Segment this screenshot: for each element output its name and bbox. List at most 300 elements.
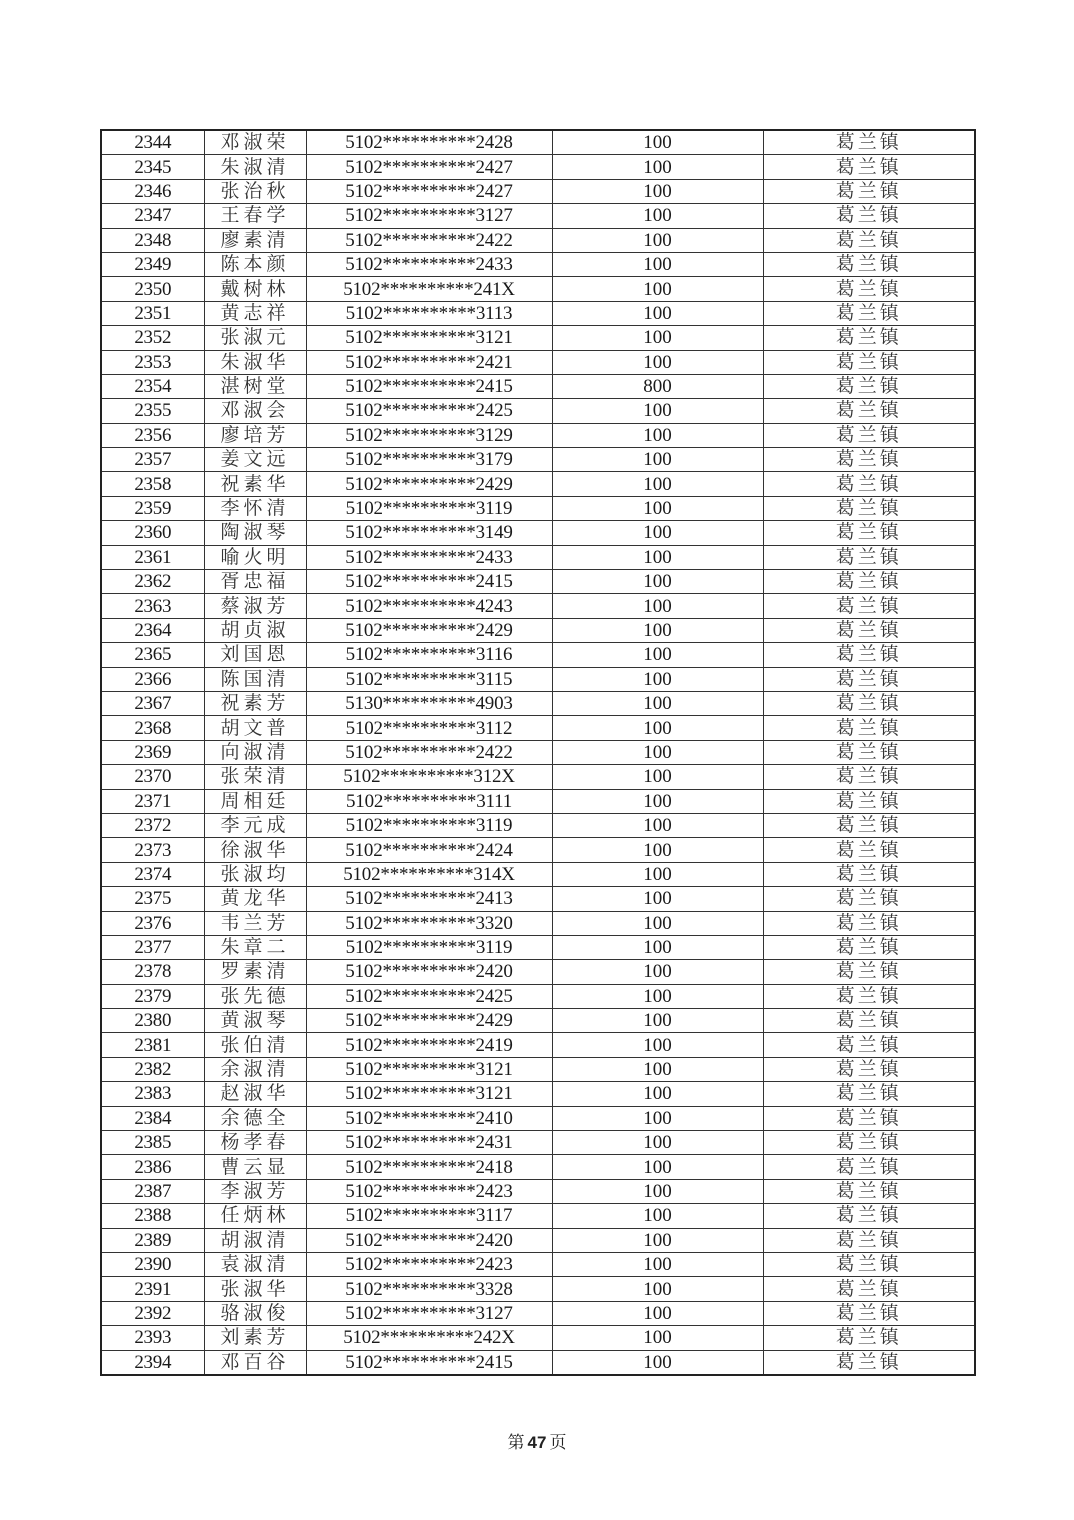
amount-cell: 100: [552, 1155, 763, 1179]
town-cell: 葛兰镇: [763, 813, 975, 837]
id-number-cell: 5102**********3127: [306, 204, 552, 228]
name-cell: 黄淑琴: [204, 1009, 306, 1033]
id-number-cell: 5102**********2425: [306, 399, 552, 423]
name-cell: 陈国清: [204, 667, 306, 691]
town-cell: 葛兰镇: [763, 277, 975, 301]
row-number-cell: 2345: [101, 155, 204, 179]
id-number-cell: 5102**********2413: [306, 887, 552, 911]
amount-cell: 100: [552, 667, 763, 691]
table-row: [101, 423, 975, 447]
id-number-cell: 5102**********3127: [306, 1301, 552, 1325]
town-cell: 葛兰镇: [763, 350, 975, 374]
table-row: [101, 789, 975, 813]
id-number-cell: 5102**********2429: [306, 472, 552, 496]
row-number-cell: 2353: [101, 350, 204, 374]
amount-cell: 100: [552, 301, 763, 325]
table-row: [101, 594, 975, 618]
id-number-cell: 5102**********2425: [306, 984, 552, 1008]
id-number-cell: 5102**********2433: [306, 545, 552, 569]
id-number-cell: 5102**********4243: [306, 594, 552, 618]
town-cell: 葛兰镇: [763, 716, 975, 740]
town-cell: 葛兰镇: [763, 1277, 975, 1301]
name-cell: 黄龙华: [204, 887, 306, 911]
id-number-cell: 5102**********3111: [306, 789, 552, 813]
row-number-cell: 2394: [101, 1350, 204, 1375]
row-number-cell: 2378: [101, 960, 204, 984]
amount-cell: 100: [552, 1277, 763, 1301]
table-row: [101, 399, 975, 423]
id-number-cell: 5102**********2423: [306, 1179, 552, 1203]
id-number-cell: 5102**********3179: [306, 448, 552, 472]
id-number-cell: 5102**********2418: [306, 1155, 552, 1179]
id-number-cell: 5102**********242X: [306, 1326, 552, 1350]
name-cell: 朱淑华: [204, 350, 306, 374]
name-cell: 李元成: [204, 813, 306, 837]
row-number-cell: 2381: [101, 1033, 204, 1057]
town-cell: 葛兰镇: [763, 1204, 975, 1228]
amount-cell: 100: [552, 740, 763, 764]
table-row: [101, 1228, 975, 1252]
table-row: [101, 1131, 975, 1155]
amount-cell: 100: [552, 935, 763, 959]
row-number-cell: 2358: [101, 472, 204, 496]
town-cell: 葛兰镇: [763, 130, 975, 155]
row-number-cell: 2363: [101, 594, 204, 618]
id-number-cell: 5102**********3119: [306, 813, 552, 837]
id-number-cell: 5102**********2420: [306, 960, 552, 984]
town-cell: 葛兰镇: [763, 594, 975, 618]
town-cell: 葛兰镇: [763, 740, 975, 764]
town-cell: 葛兰镇: [763, 887, 975, 911]
page-footer-prefix: 第: [507, 1433, 525, 1453]
table-row: [101, 643, 975, 667]
name-cell: 廖素清: [204, 228, 306, 252]
name-cell: 刘国恩: [204, 643, 306, 667]
amount-cell: 100: [552, 155, 763, 179]
row-number-cell: 2374: [101, 862, 204, 886]
roster-table-body: [101, 130, 975, 1375]
row-number-cell: 2354: [101, 374, 204, 398]
amount-cell: 100: [552, 594, 763, 618]
name-cell: 曹云显: [204, 1155, 306, 1179]
town-cell: 葛兰镇: [763, 1301, 975, 1325]
name-cell: 骆淑俊: [204, 1301, 306, 1325]
table-row: [101, 448, 975, 472]
id-number-cell: 5102**********3320: [306, 911, 552, 935]
id-number-cell: 5102**********3149: [306, 521, 552, 545]
id-number-cell: 5102**********2429: [306, 618, 552, 642]
town-cell: 葛兰镇: [763, 228, 975, 252]
table-row: [101, 862, 975, 886]
id-number-cell: 5102**********2419: [306, 1033, 552, 1057]
table-row: [101, 1326, 975, 1350]
table-row: [101, 1155, 975, 1179]
table-row: [101, 691, 975, 715]
table-row: [101, 1204, 975, 1228]
table-row: [101, 130, 975, 155]
name-cell: 胡贞淑: [204, 618, 306, 642]
name-cell: 胥忠福: [204, 570, 306, 594]
roster-table: [100, 129, 976, 1376]
amount-cell: 100: [552, 862, 763, 886]
name-cell: 邓百谷: [204, 1350, 306, 1375]
name-cell: 廖培芳: [204, 423, 306, 447]
name-cell: 刘素芳: [204, 1326, 306, 1350]
town-cell: 葛兰镇: [763, 1252, 975, 1276]
id-number-cell: 5102**********2423: [306, 1252, 552, 1276]
id-number-cell: 5102**********2431: [306, 1131, 552, 1155]
row-number-cell: 2346: [101, 179, 204, 203]
id-number-cell: 5102**********2427: [306, 179, 552, 203]
id-number-cell: 5102**********2422: [306, 228, 552, 252]
town-cell: 葛兰镇: [763, 423, 975, 447]
name-cell: 张荣清: [204, 765, 306, 789]
table-row: [101, 618, 975, 642]
row-number-cell: 2362: [101, 570, 204, 594]
amount-cell: 100: [552, 1350, 763, 1375]
table-row: [101, 204, 975, 228]
row-number-cell: 2389: [101, 1228, 204, 1252]
id-number-cell: 5102**********2421: [306, 350, 552, 374]
row-number-cell: 2369: [101, 740, 204, 764]
table-row: [101, 179, 975, 203]
table-row: [101, 887, 975, 911]
row-number-cell: 2344: [101, 130, 204, 155]
row-number-cell: 2349: [101, 252, 204, 276]
town-cell: 葛兰镇: [763, 1082, 975, 1106]
amount-cell: 100: [552, 960, 763, 984]
table-row: [101, 1033, 975, 1057]
name-cell: 张先德: [204, 984, 306, 1008]
town-cell: 葛兰镇: [763, 374, 975, 398]
amount-cell: 100: [552, 838, 763, 862]
table-row: [101, 813, 975, 837]
amount-cell: 100: [552, 765, 763, 789]
name-cell: 湛树堂: [204, 374, 306, 398]
row-number-cell: 2360: [101, 521, 204, 545]
id-number-cell: 5102**********3328: [306, 1277, 552, 1301]
table-row: [101, 1179, 975, 1203]
id-number-cell: 5102**********3112: [306, 716, 552, 740]
town-cell: 葛兰镇: [763, 1106, 975, 1130]
table-row: [101, 277, 975, 301]
amount-cell: 100: [552, 887, 763, 911]
row-number-cell: 2375: [101, 887, 204, 911]
row-number-cell: 2390: [101, 1252, 204, 1276]
table-row: [101, 545, 975, 569]
page-footer-suffix: 页: [549, 1433, 567, 1453]
table-row: [101, 350, 975, 374]
amount-cell: 100: [552, 911, 763, 935]
row-number-cell: 2384: [101, 1106, 204, 1130]
amount-cell: 100: [552, 643, 763, 667]
row-number-cell: 2372: [101, 813, 204, 837]
amount-cell: 100: [552, 1179, 763, 1203]
row-number-cell: 2352: [101, 326, 204, 350]
row-number-cell: 2392: [101, 1301, 204, 1325]
id-number-cell: 5102**********3119: [306, 496, 552, 520]
table-row: [101, 496, 975, 520]
table-row: [101, 960, 975, 984]
town-cell: 葛兰镇: [763, 399, 975, 423]
town-cell: 葛兰镇: [763, 204, 975, 228]
amount-cell: 100: [552, 545, 763, 569]
row-number-cell: 2359: [101, 496, 204, 520]
town-cell: 葛兰镇: [763, 155, 975, 179]
page-number: 47: [527, 1433, 547, 1452]
table-row: [101, 838, 975, 862]
table-row: [101, 1009, 975, 1033]
name-cell: 邓淑荣: [204, 130, 306, 155]
amount-cell: 100: [552, 277, 763, 301]
amount-cell: 100: [552, 984, 763, 1008]
amount-cell: 100: [552, 1252, 763, 1276]
amount-cell: 100: [552, 350, 763, 374]
id-number-cell: 5102**********2424: [306, 838, 552, 862]
amount-cell: 100: [552, 691, 763, 715]
name-cell: 胡文普: [204, 716, 306, 740]
amount-cell: 100: [552, 716, 763, 740]
table-row: [101, 1252, 975, 1276]
id-number-cell: 5102**********3121: [306, 1057, 552, 1081]
town-cell: 葛兰镇: [763, 1326, 975, 1350]
id-number-cell: 5102**********2415: [306, 570, 552, 594]
town-cell: 葛兰镇: [763, 643, 975, 667]
table-row: [101, 716, 975, 740]
name-cell: 祝素华: [204, 472, 306, 496]
name-cell: 罗素清: [204, 960, 306, 984]
amount-cell: 100: [552, 813, 763, 837]
town-cell: 葛兰镇: [763, 1009, 975, 1033]
table-row: [101, 228, 975, 252]
id-number-cell: 5102**********3119: [306, 935, 552, 959]
town-cell: 葛兰镇: [763, 1350, 975, 1375]
table-row: [101, 740, 975, 764]
name-cell: 邓淑会: [204, 399, 306, 423]
town-cell: 葛兰镇: [763, 1155, 975, 1179]
name-cell: 蔡淑芳: [204, 594, 306, 618]
table-row: [101, 521, 975, 545]
row-number-cell: 2370: [101, 765, 204, 789]
name-cell: 王春学: [204, 204, 306, 228]
row-number-cell: 2357: [101, 448, 204, 472]
town-cell: 葛兰镇: [763, 570, 975, 594]
name-cell: 赵淑华: [204, 1082, 306, 1106]
town-cell: 葛兰镇: [763, 521, 975, 545]
row-number-cell: 2347: [101, 204, 204, 228]
id-number-cell: 5102**********2428: [306, 130, 552, 155]
id-number-cell: 5102**********2422: [306, 740, 552, 764]
table-row: [101, 472, 975, 496]
table-row: [101, 1277, 975, 1301]
amount-cell: 100: [552, 1106, 763, 1130]
id-number-cell: 5102**********2410: [306, 1106, 552, 1130]
town-cell: 葛兰镇: [763, 789, 975, 813]
name-cell: 李怀清: [204, 496, 306, 520]
table-row: [101, 301, 975, 325]
table-row: [101, 374, 975, 398]
amount-cell: 100: [552, 179, 763, 203]
amount-cell: 100: [552, 496, 763, 520]
town-cell: 葛兰镇: [763, 448, 975, 472]
name-cell: 周相廷: [204, 789, 306, 813]
id-number-cell: 5102**********3113: [306, 301, 552, 325]
amount-cell: 100: [552, 228, 763, 252]
amount-cell: 100: [552, 252, 763, 276]
row-number-cell: 2366: [101, 667, 204, 691]
row-number-cell: 2385: [101, 1131, 204, 1155]
row-number-cell: 2365: [101, 643, 204, 667]
name-cell: 朱淑清: [204, 155, 306, 179]
amount-cell: 100: [552, 326, 763, 350]
amount-cell: 100: [552, 423, 763, 447]
town-cell: 葛兰镇: [763, 496, 975, 520]
amount-cell: 100: [552, 472, 763, 496]
amount-cell: 100: [552, 1009, 763, 1033]
row-number-cell: 2368: [101, 716, 204, 740]
town-cell: 葛兰镇: [763, 838, 975, 862]
table-row: [101, 667, 975, 691]
amount-cell: 100: [552, 1082, 763, 1106]
row-number-cell: 2388: [101, 1204, 204, 1228]
row-number-cell: 2355: [101, 399, 204, 423]
town-cell: 葛兰镇: [763, 1179, 975, 1203]
id-number-cell: 5102**********2433: [306, 252, 552, 276]
row-number-cell: 2391: [101, 1277, 204, 1301]
amount-cell: 100: [552, 399, 763, 423]
page-footer: [0, 1428, 1074, 1453]
id-number-cell: 5102**********314X: [306, 862, 552, 886]
table-row: [101, 1082, 975, 1106]
id-number-cell: 5102**********3121: [306, 1082, 552, 1106]
name-cell: 袁淑清: [204, 1252, 306, 1276]
town-cell: 葛兰镇: [763, 472, 975, 496]
table-row: [101, 935, 975, 959]
row-number-cell: 2382: [101, 1057, 204, 1081]
name-cell: 张伯清: [204, 1033, 306, 1057]
amount-cell: 100: [552, 1131, 763, 1155]
row-number-cell: 2383: [101, 1082, 204, 1106]
amount-cell: 100: [552, 1204, 763, 1228]
id-number-cell: 5102**********312X: [306, 765, 552, 789]
row-number-cell: 2393: [101, 1326, 204, 1350]
name-cell: 黄志祥: [204, 301, 306, 325]
id-number-cell: 5130**********4903: [306, 691, 552, 715]
table-row: [101, 1301, 975, 1325]
name-cell: 张治秋: [204, 179, 306, 203]
id-number-cell: 5102**********2420: [306, 1228, 552, 1252]
town-cell: 葛兰镇: [763, 1131, 975, 1155]
id-number-cell: 5102**********2415: [306, 374, 552, 398]
id-number-cell: 5102**********3115: [306, 667, 552, 691]
row-number-cell: 2371: [101, 789, 204, 813]
town-cell: 葛兰镇: [763, 765, 975, 789]
row-number-cell: 2350: [101, 277, 204, 301]
amount-cell: 100: [552, 204, 763, 228]
id-number-cell: 5102**********2427: [306, 155, 552, 179]
table-row: [101, 570, 975, 594]
row-number-cell: 2367: [101, 691, 204, 715]
id-number-cell: 5102**********3117: [306, 1204, 552, 1228]
name-cell: 李淑芳: [204, 1179, 306, 1203]
row-number-cell: 2376: [101, 911, 204, 935]
amount-cell: 100: [552, 1033, 763, 1057]
amount-cell: 800: [552, 374, 763, 398]
name-cell: 韦兰芳: [204, 911, 306, 935]
town-cell: 葛兰镇: [763, 618, 975, 642]
town-cell: 葛兰镇: [763, 545, 975, 569]
row-number-cell: 2373: [101, 838, 204, 862]
table-row: [101, 1057, 975, 1081]
id-number-cell: 5102**********3116: [306, 643, 552, 667]
table-row: [101, 984, 975, 1008]
town-cell: 葛兰镇: [763, 1057, 975, 1081]
town-cell: 葛兰镇: [763, 960, 975, 984]
table-row: [101, 155, 975, 179]
table-row: [101, 1350, 975, 1375]
amount-cell: 100: [552, 618, 763, 642]
name-cell: 任炳林: [204, 1204, 306, 1228]
row-number-cell: 2379: [101, 984, 204, 1008]
town-cell: 葛兰镇: [763, 301, 975, 325]
name-cell: 朱章二: [204, 935, 306, 959]
row-number-cell: 2380: [101, 1009, 204, 1033]
town-cell: 葛兰镇: [763, 252, 975, 276]
row-number-cell: 2348: [101, 228, 204, 252]
name-cell: 陶淑琴: [204, 521, 306, 545]
town-cell: 葛兰镇: [763, 326, 975, 350]
amount-cell: 100: [552, 130, 763, 155]
town-cell: 葛兰镇: [763, 1033, 975, 1057]
table-row: [101, 326, 975, 350]
row-number-cell: 2351: [101, 301, 204, 325]
name-cell: 张淑均: [204, 862, 306, 886]
name-cell: 陈本颜: [204, 252, 306, 276]
row-number-cell: 2356: [101, 423, 204, 447]
name-cell: 张淑元: [204, 326, 306, 350]
name-cell: 张淑华: [204, 1277, 306, 1301]
table-row: [101, 252, 975, 276]
name-cell: 杨孝春: [204, 1131, 306, 1155]
name-cell: 余淑清: [204, 1057, 306, 1081]
town-cell: 葛兰镇: [763, 667, 975, 691]
town-cell: 葛兰镇: [763, 935, 975, 959]
row-number-cell: 2386: [101, 1155, 204, 1179]
name-cell: 祝素芳: [204, 691, 306, 715]
id-number-cell: 5102**********241X: [306, 277, 552, 301]
amount-cell: 100: [552, 1228, 763, 1252]
table-row: [101, 1106, 975, 1130]
town-cell: 葛兰镇: [763, 691, 975, 715]
id-number-cell: 5102**********3121: [306, 326, 552, 350]
amount-cell: 100: [552, 1057, 763, 1081]
row-number-cell: 2387: [101, 1179, 204, 1203]
amount-cell: 100: [552, 1326, 763, 1350]
town-cell: 葛兰镇: [763, 1228, 975, 1252]
town-cell: 葛兰镇: [763, 984, 975, 1008]
town-cell: 葛兰镇: [763, 911, 975, 935]
row-number-cell: 2361: [101, 545, 204, 569]
name-cell: 向淑清: [204, 740, 306, 764]
row-number-cell: 2377: [101, 935, 204, 959]
name-cell: 喻火明: [204, 545, 306, 569]
amount-cell: 100: [552, 521, 763, 545]
row-number-cell: 2364: [101, 618, 204, 642]
id-number-cell: 5102**********3129: [306, 423, 552, 447]
amount-cell: 100: [552, 789, 763, 813]
amount-cell: 100: [552, 1301, 763, 1325]
town-cell: 葛兰镇: [763, 862, 975, 886]
